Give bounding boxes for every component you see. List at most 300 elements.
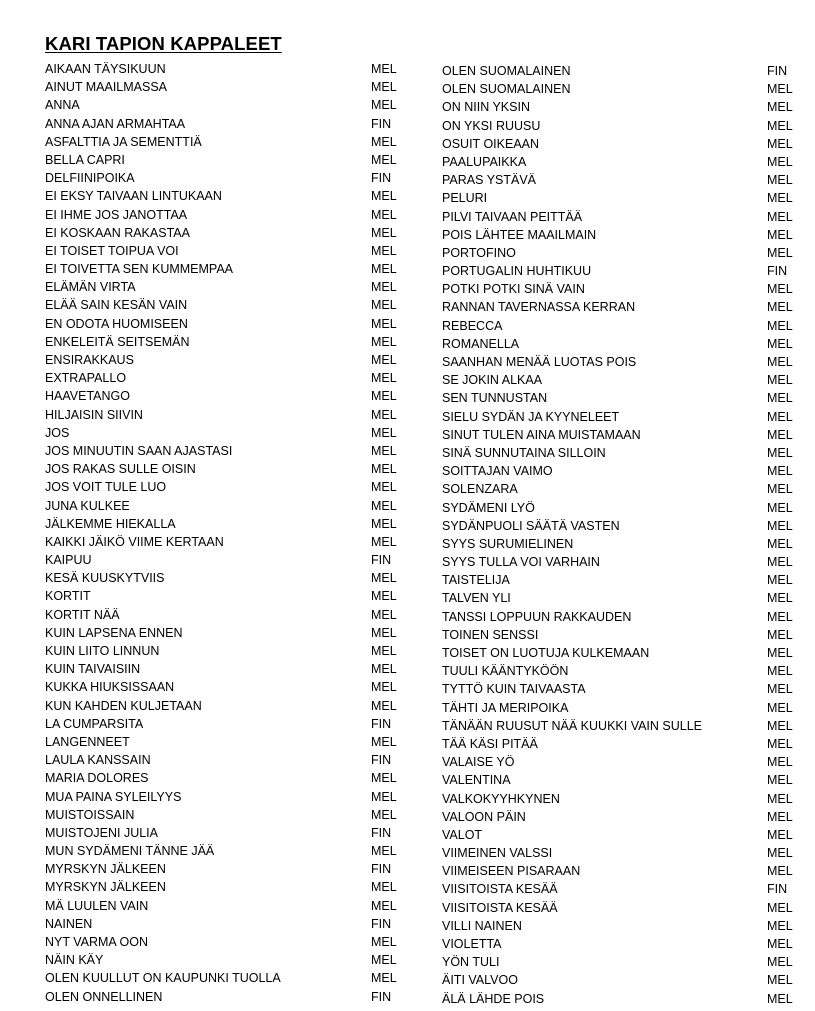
song-title: ÄITI VALVOO (442, 973, 518, 988)
song-title: KESÄ KUUSKYTVIIS (45, 571, 165, 586)
song-type-code: MEL (767, 973, 793, 988)
song-type-code: MEL (371, 625, 397, 640)
song-row (45, 115, 405, 133)
song-title: OLEN ONNELLINEN (45, 989, 163, 1004)
song-row (45, 60, 405, 78)
song-list-left (45, 60, 405, 1006)
song-type-code: MEL (371, 607, 397, 622)
song-title: LANGENNEET (45, 734, 130, 749)
song-type-code: FIN (371, 916, 392, 931)
song-type-code: MEL (371, 462, 397, 477)
song-title: TUULI KÄÄNTYKÖÖN (442, 664, 569, 679)
song-row (442, 153, 802, 171)
song-row (45, 460, 405, 478)
song-row (442, 280, 802, 298)
song-title: MUN SYDÄMENI TÄNNE JÄÄ (45, 844, 215, 859)
song-row (442, 771, 802, 789)
song-title: AIKAAN TÄYSIKUUN (45, 62, 166, 76)
song-row (442, 608, 802, 626)
song-type-code: MEL (371, 662, 397, 677)
song-type-code: MEL (767, 573, 793, 588)
song-type-code: MEL (371, 189, 397, 204)
song-title: TAISTELIJA (442, 573, 510, 588)
song-title: VIIMEISEEN PISARAAN (442, 864, 581, 879)
song-type-code: MEL (767, 555, 793, 570)
song-type-code: MEL (371, 644, 397, 658)
song-row (442, 535, 802, 553)
song-type-code: MEL (767, 591, 793, 606)
song-row (45, 678, 405, 696)
song-title: SIELU SYDÄN JA KYYNELEET (442, 409, 620, 424)
song-row (45, 587, 405, 605)
song-title: EI TOIVETTA SEN KUMMEMPAA (45, 262, 234, 277)
song-row (442, 808, 802, 826)
song-type-code: MEL (371, 935, 397, 949)
song-row (45, 278, 405, 296)
song-type-code: MEL (371, 98, 397, 113)
song-title: PELURI (442, 191, 488, 206)
song-row (45, 296, 405, 314)
song-title: EI TOISET TOIPUA VOI (45, 243, 179, 258)
song-row (442, 62, 802, 80)
song-row (442, 462, 802, 480)
song-type-code: MEL (767, 846, 793, 861)
song-row (45, 769, 405, 787)
song-row (442, 208, 802, 226)
song-row (45, 260, 405, 278)
song-row (442, 408, 802, 426)
song-type-code: MEL (371, 898, 397, 913)
song-type-code: MEL (767, 173, 793, 188)
song-type-code: MEL (371, 134, 397, 149)
song-row (442, 517, 802, 535)
song-row (45, 551, 405, 569)
song-row (442, 990, 802, 1008)
song-type-code: MEL (371, 389, 397, 404)
song-title: JOS VOIT TULE LUO (45, 480, 167, 495)
song-title: JOS RAKAS SULLE OISIN (45, 462, 196, 477)
song-type-code: MEL (767, 918, 793, 933)
song-title: KUIN LAPSENA ENNEN (45, 625, 183, 640)
song-row (45, 733, 405, 751)
song-row (45, 369, 405, 387)
song-type-code: MEL (371, 152, 397, 167)
song-type-code: MEL (767, 755, 793, 770)
song-row (442, 244, 802, 262)
song-title: ANNA (45, 98, 80, 113)
song-row (442, 971, 802, 989)
song-title: JUNA KULKEE (45, 498, 130, 513)
song-title: ÄLÄ LÄHDE POIS (442, 991, 545, 1006)
song-title: YÖN TULI (442, 955, 500, 970)
song-title: BELLA CAPRI (45, 152, 125, 167)
song-type-code: MEL (767, 809, 793, 824)
song-row (442, 317, 802, 335)
song-type-code: MEL (767, 773, 793, 788)
song-title: OSUIT OIKEAAN (442, 136, 540, 151)
song-title: DELFIINIPOIKA (45, 171, 135, 186)
song-title: TOISET ON LUOTUJA KULKEMAAN (442, 646, 650, 660)
song-row (45, 624, 405, 642)
song-type-code: MEL (767, 336, 793, 351)
song-title: ELÄÄ SAIN KESÄN VAIN (45, 298, 188, 313)
song-row (442, 917, 802, 935)
song-type-code: MEL (767, 282, 793, 297)
song-row (442, 335, 802, 353)
song-type-code: FIN (371, 825, 392, 840)
song-row (45, 169, 405, 187)
song-type-code: MEL (371, 62, 397, 76)
song-row (45, 642, 405, 660)
song-row (45, 969, 405, 987)
song-type-code: MEL (767, 373, 793, 388)
song-row (45, 187, 405, 205)
song-type-code: MEL (767, 900, 793, 915)
song-title: PILVI TAIVAAN PEITTÄÄ (442, 209, 583, 224)
song-type-code: MEL (371, 316, 397, 331)
song-title: VILLI NAINEN (442, 918, 522, 933)
song-type-code: MEL (767, 191, 793, 206)
song-title: KORTIT NÄÄ (45, 607, 120, 622)
song-row (442, 371, 802, 389)
song-title: EXTRAPALLO (45, 371, 127, 386)
song-type-code: MEL (767, 82, 793, 97)
song-type-code: MEL (371, 734, 397, 749)
song-type-code: MEL (371, 443, 397, 458)
song-row (45, 224, 405, 242)
song-title: KORTIT (45, 589, 91, 604)
song-type-code: MEL (767, 409, 793, 424)
song-title: PORTUGALIN HUHTIKUU (442, 264, 592, 279)
song-row (442, 753, 802, 771)
song-title: PAALUPAIKKA (442, 154, 527, 169)
song-type-code: MEL (371, 971, 397, 986)
song-title: MARIA DOLORES (45, 771, 149, 786)
song-row (442, 298, 802, 316)
song-row (45, 751, 405, 769)
song-title: EI IHME JOS JANOTTAA (45, 207, 188, 222)
song-type-code: MEL (371, 516, 397, 531)
song-row (442, 426, 802, 444)
song-title: TANSSI LOPPUUN RAKKAUDEN (442, 609, 632, 624)
song-row (45, 715, 405, 733)
song-row (45, 606, 405, 624)
song-row (45, 824, 405, 842)
song-title: OLEN KUULLUT ON KAUPUNKI TUOLLA (45, 971, 281, 986)
song-type-code: MEL (767, 245, 793, 260)
song-title: ELÄMÄN VIRTA (45, 280, 136, 295)
song-type-code: MEL (371, 407, 397, 422)
song-type-code: MEL (371, 789, 397, 804)
song-row (442, 589, 802, 607)
song-title: JOS MINUUTIN SAAN AJASTASI (45, 443, 233, 458)
song-type-code: MEL (767, 718, 793, 733)
song-row (45, 442, 405, 460)
song-title: VIISITOISTA KESÄÄ (442, 900, 558, 915)
song-row (45, 515, 405, 533)
song-title: KUIN LIITO LINNUN (45, 644, 160, 658)
song-title: POTKI POTKI SINÄ VAIN (442, 282, 585, 297)
song-row (442, 135, 802, 153)
song-title: VALAISE YÖ (442, 755, 515, 770)
song-row (442, 262, 802, 280)
song-type-code: MEL (767, 664, 793, 679)
song-row (45, 96, 405, 114)
song-title: VALKOKYYHKYNEN (442, 791, 560, 806)
song-title: MYRSKYN JÄLKEEN (45, 862, 166, 877)
song-title: ON NIIN YKSIN (442, 100, 530, 115)
song-title: LAULA KANSSAIN (45, 753, 151, 768)
song-row (442, 644, 802, 662)
song-row (442, 571, 802, 589)
song-row (45, 206, 405, 224)
song-row (45, 697, 405, 715)
song-row (442, 953, 802, 971)
song-type-code: MEL (371, 771, 397, 786)
song-type-code: FIN (371, 116, 392, 131)
song-title: MUA PAINA SYLEILYYS (45, 789, 182, 804)
song-row (45, 569, 405, 587)
song-row (45, 933, 405, 951)
song-row (442, 826, 802, 844)
song-row (442, 171, 802, 189)
song-row (45, 806, 405, 824)
song-title: NYT VARMA OON (45, 935, 149, 949)
song-title: TYTTÖ KUIN TAIVAASTA (442, 682, 586, 697)
song-row (442, 480, 802, 498)
song-type-code: MEL (767, 209, 793, 224)
song-type-code: MEL (767, 627, 793, 642)
song-title: SOLENZARA (442, 482, 518, 497)
song-title: ROMANELLA (442, 336, 520, 351)
song-row (45, 897, 405, 915)
song-type-code: MEL (371, 280, 397, 295)
song-type-code: MEL (371, 498, 397, 513)
song-type-code: MEL (767, 100, 793, 115)
song-title: SEN TUNNUSTAN (442, 391, 548, 406)
song-type-code: MEL (767, 154, 793, 169)
song-row (45, 878, 405, 896)
song-row (45, 242, 405, 260)
song-row (442, 717, 802, 735)
song-row (45, 497, 405, 515)
song-type-code: MEL (371, 262, 397, 277)
song-type-code: MEL (767, 300, 793, 315)
song-title: KUIN TAIVAISIIN (45, 662, 141, 677)
song-title: SINUT TULEN AINA MUISTAMAAN (442, 427, 641, 442)
song-type-code: MEL (371, 243, 397, 258)
song-type-code: MEL (767, 464, 793, 479)
song-row (45, 860, 405, 878)
song-title: ENKELEITÄ SEITSEMÄN (45, 334, 190, 349)
song-row (45, 424, 405, 442)
song-row (45, 333, 405, 351)
song-type-code: FIN (767, 264, 788, 279)
song-type-code: MEL (767, 500, 793, 515)
song-type-code: MEL (767, 736, 793, 751)
song-row (442, 189, 802, 207)
song-list-right (442, 62, 802, 1008)
song-type-code: MEL (371, 480, 397, 495)
song-title: VALENTINA (442, 773, 511, 788)
song-title: JOS (45, 425, 70, 440)
song-type-code: MEL (767, 355, 793, 369)
song-title: MÄ LUULEN VAIN (45, 898, 149, 913)
song-type-code: MEL (767, 427, 793, 442)
song-type-code: MEL (371, 807, 397, 822)
song-row (45, 78, 405, 96)
song-type-code: FIN (371, 716, 392, 731)
song-row (442, 844, 802, 862)
song-row (45, 951, 405, 969)
song-title: OLEN SUOMALAINEN (442, 64, 571, 78)
song-title: TALVEN YLI (442, 591, 511, 606)
song-row (45, 387, 405, 405)
song-title: KAIPUU (45, 553, 92, 568)
song-row (442, 553, 802, 571)
song-title: SAANHAN MENÄÄ LUOTAS POIS (442, 355, 637, 369)
song-type-code: FIN (371, 553, 392, 568)
song-row (45, 133, 405, 151)
song-type-code: MEL (371, 371, 397, 386)
song-type-code: MEL (767, 700, 793, 715)
song-row (442, 117, 802, 135)
song-row (45, 406, 405, 424)
song-title: VIIMEINEN VALSSI (442, 846, 553, 861)
song-type-code: MEL (767, 827, 793, 842)
song-title: AINUT MAAILMASSA (45, 80, 168, 95)
song-type-code: MEL (371, 880, 397, 895)
song-title: KUKKA HIUKSISSAAN (45, 680, 175, 695)
song-title: KUN KAHDEN KULJETAAN (45, 698, 202, 713)
song-title: EI EKSY TAIVAAN LINTUKAAN (45, 189, 222, 204)
song-type-code: MEL (767, 646, 793, 660)
song-type-code: MEL (767, 937, 793, 951)
song-title: POIS LÄHTEE MAAILMAIN (442, 227, 597, 242)
song-type-code: MEL (371, 353, 397, 367)
song-type-code: MEL (371, 334, 397, 349)
song-row (45, 660, 405, 678)
song-title: SINÄ SUNNUTAINA SILLOIN (442, 445, 606, 460)
song-title: ENSIRAKKAUS (45, 353, 134, 367)
song-title: EI KOSKAAN RAKASTAA (45, 225, 190, 240)
song-row (45, 915, 405, 933)
song-title: OLEN SUOMALAINEN (442, 82, 571, 97)
song-type-code: MEL (371, 534, 397, 549)
song-row (442, 680, 802, 698)
song-title: SYDÄNPUOLI SÄÄTÄ VASTEN (442, 518, 620, 533)
song-row (442, 735, 802, 753)
song-title: LA CUMPARSITA (45, 716, 144, 731)
song-title: PORTOFINO (442, 245, 516, 260)
song-title: MUISTOJENI JULIA (45, 825, 158, 840)
song-type-code: MEL (371, 80, 397, 95)
song-title: TÄHTI JA MERIPOIKA (442, 700, 569, 715)
song-title: SE JOKIN ALKAA (442, 373, 543, 388)
song-type-code: MEL (371, 844, 397, 859)
song-title: SOITTAJAN VAIMO (442, 464, 553, 479)
song-type-code: MEL (767, 318, 793, 333)
song-type-code: MEL (371, 680, 397, 695)
song-row (442, 862, 802, 880)
song-type-code: FIN (371, 862, 392, 877)
song-row (45, 351, 405, 369)
song-title: SYYS SURUMIELINEN (442, 536, 574, 551)
song-row (45, 842, 405, 860)
song-title: VALOT (442, 827, 483, 842)
song-type-code: MEL (767, 391, 793, 406)
song-type-code: MEL (767, 991, 793, 1006)
song-title: PARAS YSTÄVÄ (442, 173, 537, 188)
song-title: SYYS TULLA VOI VARHAIN (442, 555, 600, 570)
song-type-code: FIN (371, 171, 392, 186)
song-row (442, 226, 802, 244)
song-row (45, 315, 405, 333)
song-type-code: MEL (371, 225, 397, 240)
song-title: HAAVETANGO (45, 389, 130, 404)
song-title: TÄÄ KÄSI PITÄÄ (442, 736, 538, 751)
song-title: JÄLKEMME HIEKALLA (45, 516, 176, 531)
song-title: KAIKKI JÄIKÖ VIIME KERTAAN (45, 534, 224, 549)
song-type-code: MEL (371, 571, 397, 586)
song-type-code: MEL (767, 682, 793, 697)
song-row (442, 662, 802, 680)
song-row (442, 899, 802, 917)
song-title: RANNAN TAVERNASSA KERRAN (442, 300, 636, 315)
song-row (45, 533, 405, 551)
song-type-code: MEL (767, 118, 793, 133)
song-title: VALOON PÄIN (442, 809, 526, 824)
song-row (45, 788, 405, 806)
song-row (442, 353, 802, 371)
song-row (45, 988, 405, 1006)
song-title: HILJAISIN SIIVIN (45, 407, 143, 422)
song-title: NÄIN KÄY (45, 953, 104, 968)
song-type-code: MEL (371, 298, 397, 313)
song-title: EN ODOTA HUOMISEEN (45, 316, 188, 331)
song-row (442, 389, 802, 407)
song-type-code: MEL (767, 609, 793, 624)
song-type-code: MEL (767, 227, 793, 242)
song-title: MUISTOISSAIN (45, 807, 135, 822)
song-title: TÄNÄÄN RUUSUT NÄÄ KUUKKI VAIN SULLE (442, 718, 703, 733)
song-row (45, 478, 405, 496)
song-title: NAINEN (45, 916, 93, 931)
song-type-code: MEL (371, 425, 397, 440)
song-type-code: MEL (371, 698, 397, 713)
song-title: ASFALTTIA JA SEMENTTIÄ (45, 134, 202, 149)
song-type-code: MEL (371, 589, 397, 604)
song-row (45, 151, 405, 169)
song-title: TOINEN SENSSI (442, 627, 539, 642)
song-type-code: FIN (767, 64, 788, 78)
song-row (442, 790, 802, 808)
song-row (442, 499, 802, 517)
song-row (442, 626, 802, 644)
song-type-code: MEL (767, 518, 793, 533)
song-row (442, 98, 802, 116)
page-title: KARI TAPION KAPPALEET (45, 33, 282, 54)
song-title: VIISITOISTA KESÄÄ (442, 882, 558, 897)
song-row (442, 444, 802, 462)
song-type-code: MEL (371, 953, 397, 968)
song-title: ON YKSI RUUSU (442, 118, 541, 133)
song-row (442, 880, 802, 898)
song-title: ANNA AJAN ARMAHTAA (45, 116, 186, 131)
song-row (442, 935, 802, 953)
song-type-code: MEL (767, 536, 793, 551)
song-type-code: FIN (371, 753, 392, 768)
